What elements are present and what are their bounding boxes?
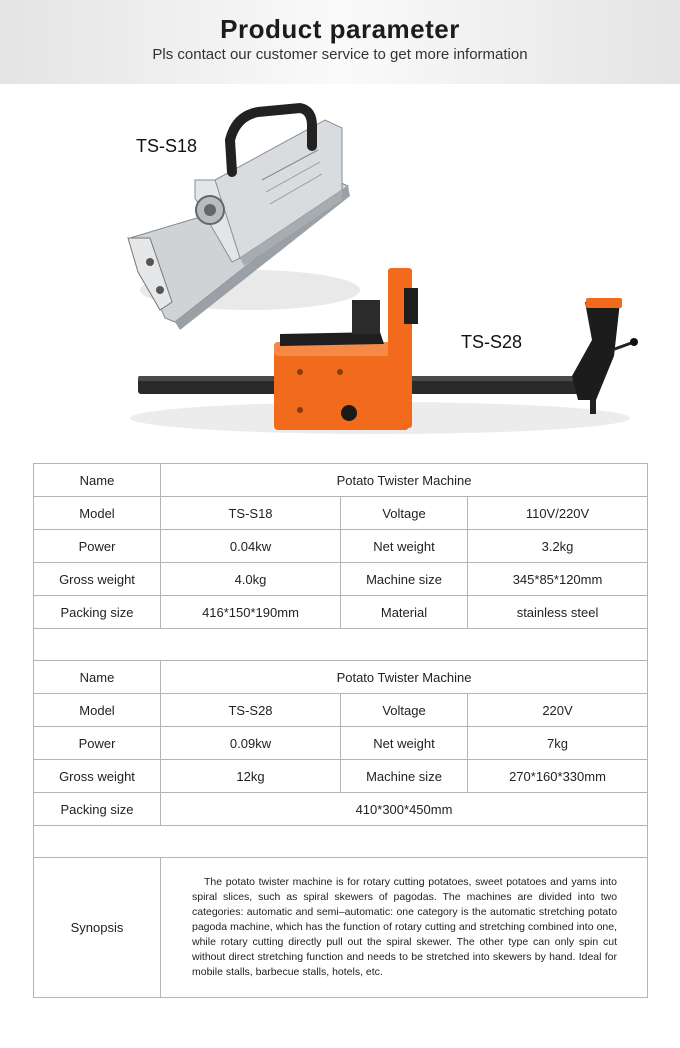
- table-row: [34, 530, 648, 563]
- model-value: TS-S28: [161, 694, 341, 727]
- model-label: Model: [34, 497, 161, 530]
- model-label-ts-s18: TS-S18: [136, 136, 198, 156]
- machine-size-label: Machine size: [341, 563, 468, 596]
- name-label: Name: [34, 661, 161, 694]
- machine-size-value: 345*85*120mm: [468, 563, 648, 596]
- voltage-label: Voltage: [341, 694, 468, 727]
- table-spacer-row: [34, 826, 648, 858]
- product-illustration: [0, 92, 680, 442]
- header-banner: [0, 0, 680, 84]
- power-label: Power: [34, 530, 161, 563]
- gross-weight-label: Gross weight: [34, 563, 161, 596]
- voltage-label: Voltage: [341, 497, 468, 530]
- table-row: [34, 497, 648, 530]
- table-row: [34, 596, 648, 629]
- page-subtitle: Pls contact our customer service to get more information: [152, 46, 528, 63]
- name-value: Potato Twister Machine: [161, 464, 648, 497]
- synopsis-label: Synopsis: [34, 858, 161, 998]
- table-row: [34, 563, 648, 596]
- table-row: [34, 727, 648, 760]
- power-value: 0.09kw: [161, 727, 341, 760]
- net-weight-label: Net weight: [341, 530, 468, 563]
- page-title: Product parameter: [220, 14, 460, 44]
- net-weight-label: Net weight: [341, 727, 468, 760]
- spacer-cell: [34, 629, 648, 661]
- material-value: stainless steel: [468, 596, 648, 629]
- table-row: [34, 793, 648, 826]
- gross-weight-value: 12kg: [161, 760, 341, 793]
- voltage-value: 110V/220V: [468, 497, 648, 530]
- voltage-value: 220V: [468, 694, 648, 727]
- spec-table: [33, 463, 648, 998]
- packing-size-value: 410*300*450mm: [161, 793, 648, 826]
- table-row: [34, 464, 648, 497]
- power-label: Power: [34, 727, 161, 760]
- gross-weight-value: 4.0kg: [161, 563, 341, 596]
- model-label-ts-s28: TS-S28: [461, 332, 523, 352]
- net-weight-value: 7kg: [468, 727, 648, 760]
- table-row: [34, 661, 648, 694]
- model-value: TS-S18: [161, 497, 341, 530]
- packing-size-value: 416*150*190mm: [161, 596, 341, 629]
- gross-weight-label: Gross weight: [34, 760, 161, 793]
- table-row: [34, 858, 648, 998]
- spacer-cell: [34, 826, 648, 858]
- name-value: Potato Twister Machine: [161, 661, 648, 694]
- packing-size-label: Packing size: [34, 596, 161, 629]
- machine-size-value: 270*160*330mm: [468, 760, 648, 793]
- net-weight-value: 3.2kg: [468, 530, 648, 563]
- power-value: 0.04kw: [161, 530, 341, 563]
- table-spacer-row: [34, 629, 648, 661]
- model-label: Model: [34, 694, 161, 727]
- product-photo: [0, 92, 680, 442]
- packing-size-label: Packing size: [34, 793, 161, 826]
- synopsis-text: The potato twister machine is for rotary cutting potatoes, sweet potatoes and yams into spiral slices, such as spiral skewers of pagodas. The machines are divided into two categories: automatic and semi–automatic: one category is the automatic stretching potato pagoda machine, which has the function of rotary cutting and stretching combined into one, while rotary cutting directly pull out the spiral skewer. The other type can only spin cut without direct stretching function and needs to be stretched into skewers by hand. Ideal for mobile stalls, barbecue stalls, hotels, etc.: [161, 858, 648, 998]
- material-label: Material: [341, 596, 468, 629]
- table-row: [34, 694, 648, 727]
- table-row: [34, 760, 648, 793]
- name-label: Name: [34, 464, 161, 497]
- machine-size-label: Machine size: [341, 760, 468, 793]
